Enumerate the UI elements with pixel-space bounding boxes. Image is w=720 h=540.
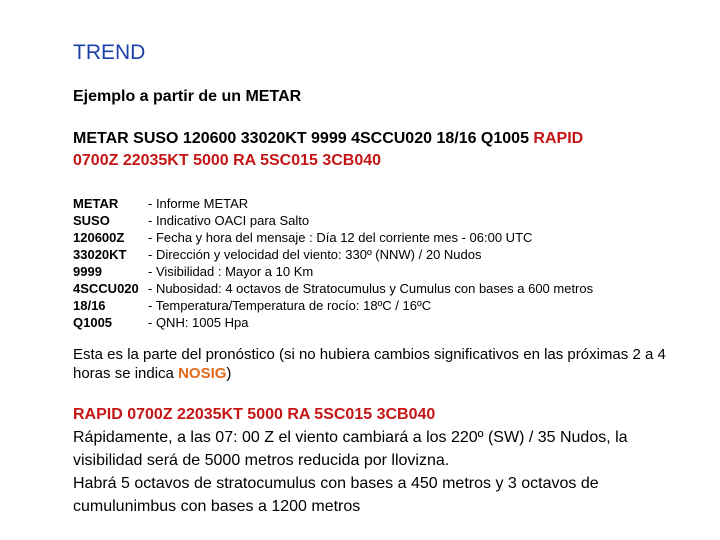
metar-rapid-keyword: RAPID [533,130,584,147]
decode-code: METAR [73,196,119,211]
decode-row [73,212,593,229]
decode-row [73,229,593,246]
decode-code: Q1005 [73,315,113,330]
forecast-text: Esta es la parte del pronóstico (si no hubiera cambios significativos en las próximas 2 a 4 horas se indica [73,346,666,382]
forecast-text-end: ) [226,365,232,382]
decode-row [73,280,593,297]
decode-code: 9999 [73,264,102,279]
decode-desc: - Visibilidad : Mayor a 10 Km [148,264,314,279]
decode-row [73,195,593,212]
decode-desc: - Nubosidad: 4 octavos de Stratocumulus y Cumulus con bases a 600 metros [148,281,594,296]
decode-code: 33020KT [73,247,127,262]
decode-code: SUSO [73,213,110,228]
metar-text: METAR SUSO 120600 33020KT 9999 4SCCU020 18/16 Q1005 [73,130,534,147]
decode-row [73,314,593,331]
decode-code: 18/16 [73,298,106,313]
decode-row [73,246,593,263]
rapid-section [73,403,693,518]
decode-desc: - Informe METAR [148,196,249,211]
decode-desc: - Fecha y hora del mensaje : Día 12 del corriente mes - 06:00 UTC [148,230,533,245]
slide-subtitle: Ejemplo a partir de un METAR [73,88,302,105]
decode-row [73,297,593,314]
decode-desc: - Dirección y velocidad del viento: 330º (NNW) / 20 Nudos [148,247,482,262]
metar-decode-list [73,195,593,331]
decode-desc: - QNH: 1005 Hpa [148,315,249,330]
rapid-paragraph-2: Habrá 5 octavos de stratocumulus con bases a 450 metros y 3 octavos de cumulunimbus con bases a 1200 metros [73,475,599,515]
forecast-explanation [73,345,683,383]
decode-code: 4SCCU020 [73,281,139,296]
rapid-heading: RAPID 0700Z 22035KT 5000 RA 5SC015 3CB040 [73,406,436,423]
metar-line-2: 0700Z 22035KT 5000 RA 5SC015 3CB040 [73,152,382,169]
decode-desc: - Temperatura/Temperatura de rocío: 18ºC / 16ºC [148,298,432,313]
metar-line-1 [73,130,583,148]
slide-title: TREND [73,41,146,64]
nosig-keyword: NOSIG [178,365,227,382]
decode-row [73,263,593,280]
decode-code: 120600Z [73,230,125,245]
rapid-paragraph-1: Rápidamente, a las 07: 00 Z el viento cambiará a los 220º (SW) / 35 Nudos, la visibilidad será de 5000 metros reducida por llovizna. [73,429,628,469]
decode-desc: - Indicativo OACI para Salto [148,213,310,228]
